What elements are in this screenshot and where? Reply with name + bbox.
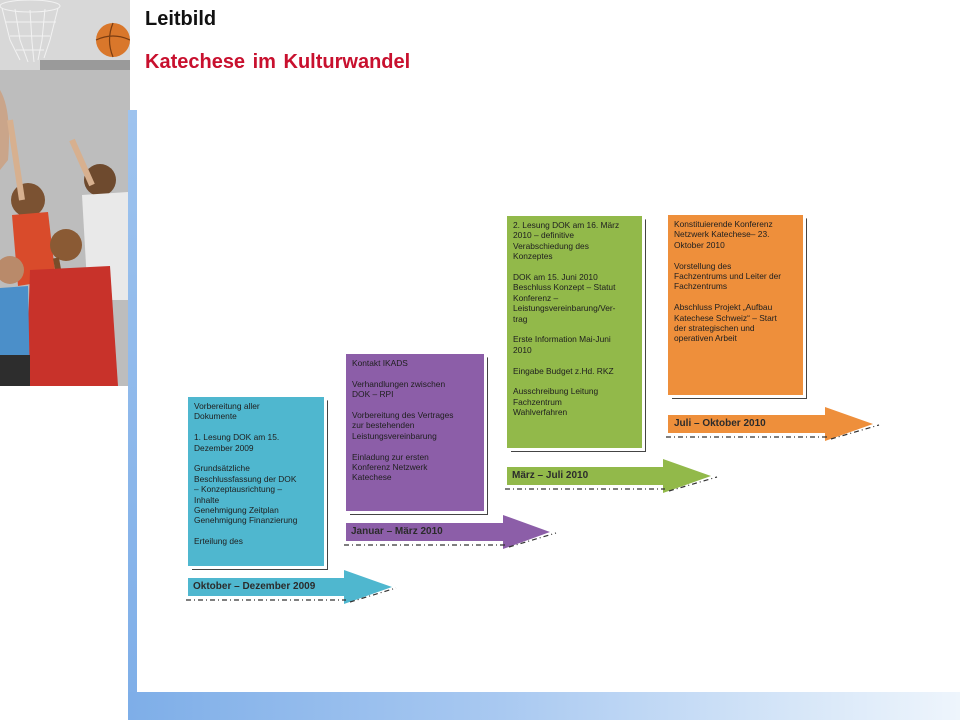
phase-4-line: Abschluss Projekt „Aufbau [674, 302, 773, 313]
page-title: Leitbild [145, 8, 217, 30]
phase-1-line: Beschlussfassung der DOK [194, 473, 297, 484]
phase-3-line: Eingabe Budget z.Hd. RKZ [513, 365, 614, 376]
phase-1-line: Dokumente [194, 411, 237, 422]
phase-2-line [352, 441, 479, 451]
phase-1-line [194, 422, 319, 432]
phase-4-line: Fachzentrums [674, 281, 728, 292]
phase-box-4 [668, 215, 803, 395]
phase-3-line: Konzeptes [513, 251, 553, 262]
phase-3-line: Leistungsvereinbarung/Ver- [513, 303, 616, 314]
phase-box-2 [346, 354, 484, 511]
phase-1-line: Erteilung des [194, 536, 243, 547]
phase-3-line: Ausschreibung Leitung [513, 386, 599, 397]
phase-2-line: DOK – RPI [352, 389, 394, 400]
period-label-3: März – Juli 2010 [512, 470, 589, 481]
phase-2-line: Einladung zur ersten [352, 451, 429, 462]
phase-1-line: Inhalte [194, 494, 220, 505]
phase-4-line: Katechese Schweiz“ – Start [674, 312, 777, 323]
phase-3-line: Beschluss Konzept – Statut [513, 282, 616, 293]
phase-1-line [194, 453, 319, 463]
period-label-4: Juli – Oktober 2010 [674, 418, 766, 429]
phase-2-line: zur bestehenden [352, 420, 415, 431]
phase-2-line [352, 368, 479, 378]
phase-4-line [674, 250, 798, 260]
phase-2-line: Verhandlungen zwischen [352, 378, 446, 389]
phase-4-line: der strategischen und [674, 323, 755, 334]
phase-3-line [513, 324, 637, 334]
phase-1-line [194, 526, 319, 536]
phase-1-line: Grundsätzliche [194, 463, 250, 474]
phase-2-line: Konferenz Netzwerk [352, 462, 428, 473]
phase-3-line: 2010 [513, 344, 532, 355]
phase-1-line: Genehmigung Zeitplan [194, 505, 279, 516]
phase-2-line [352, 400, 479, 410]
phase-3-line: Erste Information Mai-Juni [513, 334, 611, 345]
phase-2-line: Leistungsvereinbarung [352, 430, 437, 441]
phase-3-line: trag [513, 313, 528, 324]
phase-box-1 [188, 397, 324, 566]
phase-3-line: Wahlverfahren [513, 407, 568, 418]
phase-3-line [513, 262, 637, 272]
phase-4-line [674, 292, 798, 302]
phase-3-line: Konferenz – [513, 292, 559, 303]
phase-3-line [513, 376, 637, 386]
phase-box-3 [507, 216, 642, 448]
phase-3-line [513, 355, 637, 365]
phase-1-line: Vorbereitung aller [194, 401, 260, 411]
phase-3-line: 2. Lesung DOK am 16. März [513, 220, 620, 230]
phase-4-line: Konstituierende Konferenz [674, 219, 773, 229]
period-label-2: Januar – März 2010 [351, 526, 443, 537]
phase-3-line: DOK am 15. Juni 2010 [513, 272, 598, 283]
phase-4-line: Oktober 2010 [674, 239, 725, 250]
phase-4-line: Fachzentrums und Leiter der [674, 271, 782, 282]
phase-1-line: Dezember 2009 [194, 442, 254, 453]
phase-4-line: Netzwerk Katechese– 23. [674, 229, 770, 240]
phase-4-line: operativen Arbeit [674, 333, 737, 344]
phase-3-line: 2010 – definitive [513, 230, 574, 241]
phase-2-line: Vorbereitung des Vertrages [352, 410, 454, 420]
phase-2-line: Kontakt IKADS [352, 358, 408, 368]
phase-3-line: Verabschiedung des [513, 240, 589, 251]
page-subtitle: Katechese im Kulturwandel [145, 51, 411, 73]
phase-1-line: 1. Lesung DOK am 15. [194, 432, 280, 443]
phase-1-line: – Konzeptausrichtung – [194, 484, 282, 495]
phase-4-line: Vorstellung des [674, 260, 732, 271]
period-label-1: Oktober – Dezember 2009 [193, 581, 316, 592]
phase-1-line: Genehmigung Finanzierung [194, 515, 298, 526]
phase-2-line: Katechese [352, 472, 392, 483]
phase-3-line: Fachzentrum [513, 396, 562, 407]
